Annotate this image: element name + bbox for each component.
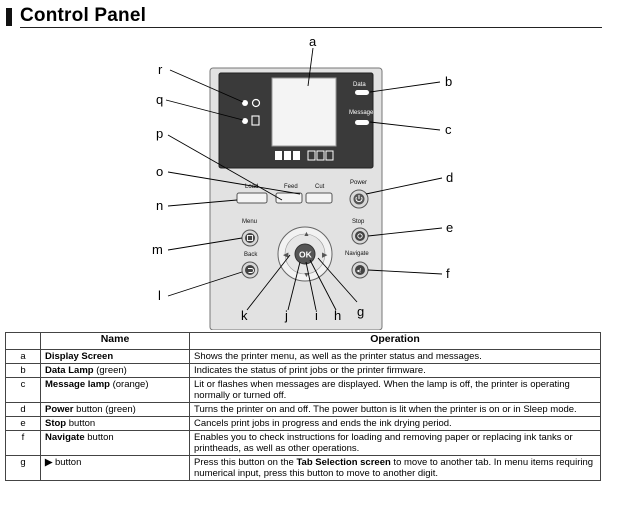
ok-button[interactable] <box>295 244 315 264</box>
row-name-suffix: (orange) <box>109 379 149 390</box>
callout-m: m <box>152 242 163 257</box>
callout-q: q <box>156 92 164 107</box>
row-name <box>41 403 190 417</box>
ok-label: OK <box>299 249 312 260</box>
row-name <box>41 378 190 403</box>
row-key: e <box>6 417 41 431</box>
back-label: Back <box>244 252 258 258</box>
callout-l: l <box>158 288 161 303</box>
row-name-bold: Display Screen <box>45 351 114 362</box>
row-name-bold: ▶ <box>45 457 53 468</box>
row-name-bold: Navigate <box>45 432 85 443</box>
table-row <box>6 417 601 431</box>
table-row <box>6 431 601 456</box>
load-button[interactable] <box>237 193 267 203</box>
op-text-post: to move to another tab. In menu items requiring numerical input, press this button to move to another digit. <box>194 457 594 479</box>
header-name: Name <box>41 333 190 350</box>
row-operation: Enables you to check instructions for loading and removing paper or replacing ink tanks or printheads, as well as other operations. <box>190 431 601 456</box>
header-key <box>6 333 41 350</box>
row-name-bold: Data Lamp <box>45 365 94 376</box>
row-name-bold: Message lamp <box>45 379 110 390</box>
row-key: a <box>6 350 41 364</box>
stop-label: Stop <box>352 219 365 225</box>
callout-e: e <box>446 220 454 235</box>
row-name <box>41 456 190 481</box>
row-name <box>41 350 190 364</box>
row-name-suffix: button <box>84 432 114 443</box>
table-row <box>6 350 601 364</box>
callout-d: d <box>446 170 454 185</box>
down-arrow-icon[interactable]: ▼ <box>303 272 310 279</box>
callout-n: n <box>156 198 164 213</box>
row-operation: Turns the printer on and off. The power button is lit when the printer is on or in Sleep mode. <box>190 403 601 417</box>
op-text-pre: Press this button on the <box>194 457 297 468</box>
title-rule <box>20 27 602 28</box>
callout-c: c <box>445 122 452 137</box>
op-text-bold: Tab Selection screen <box>296 457 391 468</box>
back-button[interactable] <box>242 262 258 278</box>
row-key: c <box>6 378 41 403</box>
menu-button[interactable] <box>242 230 258 246</box>
row-key: b <box>6 364 41 378</box>
message-lamp <box>355 120 369 125</box>
row-name <box>41 431 190 456</box>
display-screen <box>272 78 336 146</box>
message-lamp-text: Message <box>349 110 374 116</box>
callout-i: i <box>315 308 318 323</box>
row-name-suffix: button <box>66 418 96 429</box>
row-operation: Shows the printer menu, as well as the printer status and messages. <box>190 350 601 364</box>
page-title: Control Panel <box>20 5 147 26</box>
data-lamp-text: Data <box>353 82 366 88</box>
row-operation: Indicates the status of print jobs or the printer firmware. <box>190 364 601 378</box>
lamp-q <box>242 118 248 124</box>
cut-label: Cut <box>315 184 325 190</box>
row-operation: Lit or flashes when messages are displayed. When the lamp is off, the printer is operating normally or turned off. <box>190 378 601 403</box>
callout-h: h <box>334 308 342 323</box>
table-row <box>6 403 601 417</box>
navigate-button[interactable] <box>352 262 368 278</box>
callout-o: o <box>156 164 164 179</box>
table-row <box>6 378 601 403</box>
row-name-bold: Power <box>45 404 74 415</box>
row-name <box>41 364 190 378</box>
row-name-suffix: button <box>52 457 82 468</box>
row-key: f <box>6 431 41 456</box>
operations-table <box>5 332 601 481</box>
right-arrow-icon[interactable]: ▶ <box>322 252 328 259</box>
callout-r: r <box>158 62 163 77</box>
up-arrow-icon[interactable]: ▲ <box>303 231 310 238</box>
feed-label: Feed <box>284 184 298 190</box>
lamp-r <box>242 100 248 106</box>
callout-b: b <box>445 74 453 89</box>
row-key: d <box>6 403 41 417</box>
power-label: Power <box>350 180 368 186</box>
title-marker <box>6 8 12 26</box>
load-label: Load <box>245 184 259 190</box>
row-name-suffix: (green) <box>93 365 127 376</box>
page-header <box>6 6 602 28</box>
navigate-icon: ◂! <box>356 268 362 275</box>
table-header-row <box>6 333 601 350</box>
row-name-bold: Stop <box>45 418 67 429</box>
row-key: g <box>6 456 41 481</box>
callout-k: k <box>241 308 248 323</box>
row-operation: Cancels print jobs in progress and ends the ink drying period. <box>190 417 601 431</box>
menu-label: Menu <box>242 219 258 225</box>
header-operation: Operation <box>190 333 601 350</box>
feed-button[interactable] <box>276 193 302 203</box>
table-row <box>6 364 601 378</box>
data-lamp <box>355 90 369 95</box>
power-button[interactable] <box>350 190 368 208</box>
row-name <box>41 417 190 431</box>
row-name-suffix: button (green) <box>73 404 136 415</box>
left-arrow-icon[interactable]: ◀ <box>283 252 289 259</box>
callout-a: a <box>309 34 317 49</box>
stop-button[interactable] <box>352 228 368 244</box>
table-row <box>6 456 601 481</box>
cut-button[interactable] <box>306 193 332 203</box>
callout-j: j <box>285 308 288 323</box>
control-panel-diagram <box>0 30 620 330</box>
navigate-label: Navigate <box>345 251 369 257</box>
callout-f: f <box>446 266 450 281</box>
callout-g: g <box>357 304 365 319</box>
row-operation <box>190 456 601 481</box>
callout-p: p <box>156 126 164 141</box>
